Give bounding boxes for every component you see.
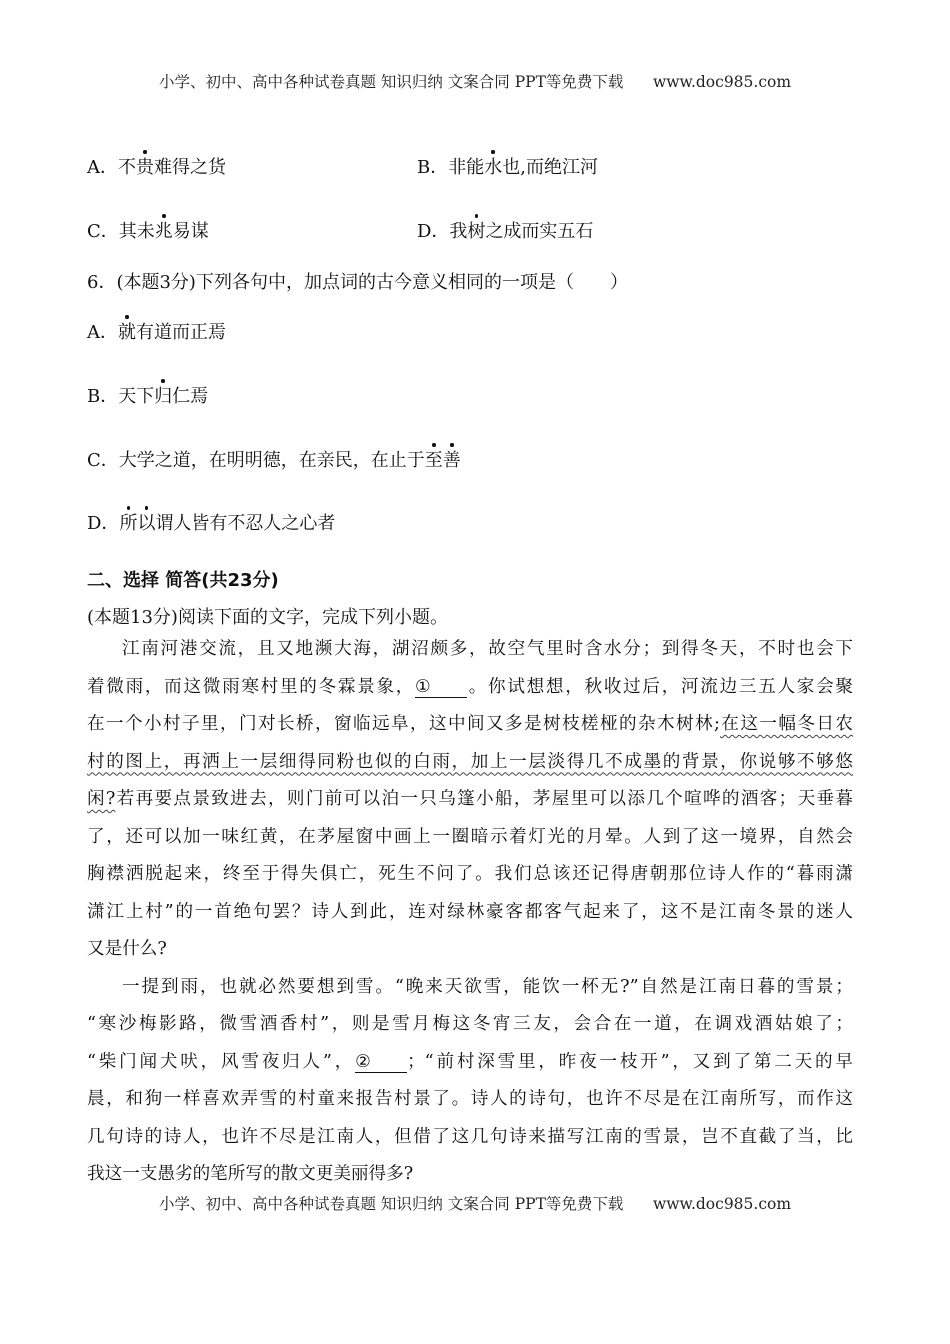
reading-passage (87, 634, 853, 1197)
passage-line: “寒沙梅影路，微雪酒香村”，则是雪月梅这冬宵三友，会合在一道，在调戏酒姑娘了； (87, 1014, 853, 1034)
dotted-char: 归 (154, 386, 173, 407)
dotted-char: 善 (442, 450, 461, 471)
passage-line: 潇江上村”的一首绝句罢？诗人到此，连对绿林豪客都客气起来了，这不是江南冬景的迷人 (87, 901, 853, 922)
q6-option-a[interactable]: A．就有道而正焉 (87, 322, 226, 343)
passage-line (87, 747, 853, 785)
passage-line: 了，还可以加一味红黄，在茅屋窗中画上一圈暗示着灯光的月晕。人到了这一境界，自然会 (87, 826, 853, 847)
dotted-char: 所 (119, 513, 138, 534)
passage-line: 闲?若再要点景致进去，则门前可以泊一只乌篷小船，茅屋里可以添几个喧哗的酒客；天垂暮 (87, 789, 853, 809)
q5-option-a[interactable]: A．不贵难得之货 (87, 157, 226, 178)
q5-option-b[interactable]: B．非能水也,而绝江河 (417, 157, 598, 178)
dotted-char: 贵 (136, 157, 154, 178)
dotted-char: 至 (424, 450, 443, 471)
page-header: 小学、初中、高中各种试卷真题 知识归纳 文案合同 PPT等免费下载 www.doc985.com (158, 73, 792, 91)
wavy-underlined-text: 在这一幅冬日农 (719, 714, 853, 734)
passage-line: 我这一支愚劣的笔所写的散文更美丽得多? (87, 1164, 414, 1184)
passage-line: 又是什么? (87, 939, 167, 959)
wavy-underlined-text: 闲? (87, 789, 116, 809)
q5-option-d[interactable]: D．我树之成而实五石 (417, 221, 594, 242)
passage-line: 几句诗的诗人，也许不尽是江南人，但借了这几句诗来描写江南的雪景，岂不直截了当，比 (87, 1126, 853, 1147)
passage-line: “柴门闻犬吠，风雪夜归人”，② ；“前村深雪里，昨夜一枝开”，又到了第二天的早 (87, 1051, 853, 1072)
dotted-char: 以 (137, 513, 156, 534)
page-footer: 小学、初中、高中各种试卷真题 知识归纳 文案合同 PPT等免费下载 www.doc985.com (158, 1195, 792, 1213)
dotted-char: 水 (484, 157, 503, 178)
q6-option-c[interactable]: C．大学之道，在明明德，在亲民，在止于至善 (87, 450, 461, 471)
q6-option-b[interactable]: B．天下归仁焉 (87, 386, 209, 407)
q5-option-c[interactable]: C．其未兆易谋 (87, 221, 209, 242)
section-intro: (本题13分)阅读下面的文字，完成下列小题。 (87, 607, 448, 628)
q6-option-d[interactable]: D．所以谓人皆有不忍人之心者 (87, 513, 336, 534)
passage-line: 着微雨，而这微雨寒村里的冬霖景象，① 。你试想想，秋收过后，河流边三五人家会聚 (87, 676, 853, 697)
blank-2[interactable]: ② (355, 1052, 407, 1073)
wavy-underlined-text: 村的图上，再洒上一层细得同粉也似的白雨，加上一层淡得几不成墨的背景，你说够不够悠 (87, 751, 853, 772)
dotted-char: 兆 (154, 221, 173, 242)
q6-stem: 6．(本题3分)下列各句中，加点词的古今意义相同的一项是（ ） (87, 272, 628, 293)
passage-line: 晨，和狗一样喜欢弄雪的村童来报告村景了。诗人的诗句，也许不尽是在江南所写，而作这 (87, 1089, 853, 1109)
passage-line: 江南河港交流，且又地濒大海，湖沼颇多，故空气里时含水分；到得冬天，不时也会下 (122, 639, 853, 659)
dotted-char: 就 (118, 322, 136, 343)
section-title: 二、选择 简答(共23分) (87, 570, 279, 591)
blank-1[interactable]: ① (415, 677, 467, 698)
passage-line: 胸襟洒脱起来，终至于得失俱亡，死生不问了。我们总该还记得唐朝那位诗人作的“暮雨潇 (87, 864, 853, 884)
passage-line: 在一个小村子里，门对长桥，窗临远阜，这中间又多是树枝槎桠的杂木树林;在这一幅冬日农 (87, 714, 853, 734)
dotted-char: 树 (467, 221, 486, 242)
passage-line: 一提到雨，也就必然要想到雪。“晚来天欲雪，能饮一杯无?”自然是江南日暮的雪景； (122, 976, 853, 997)
